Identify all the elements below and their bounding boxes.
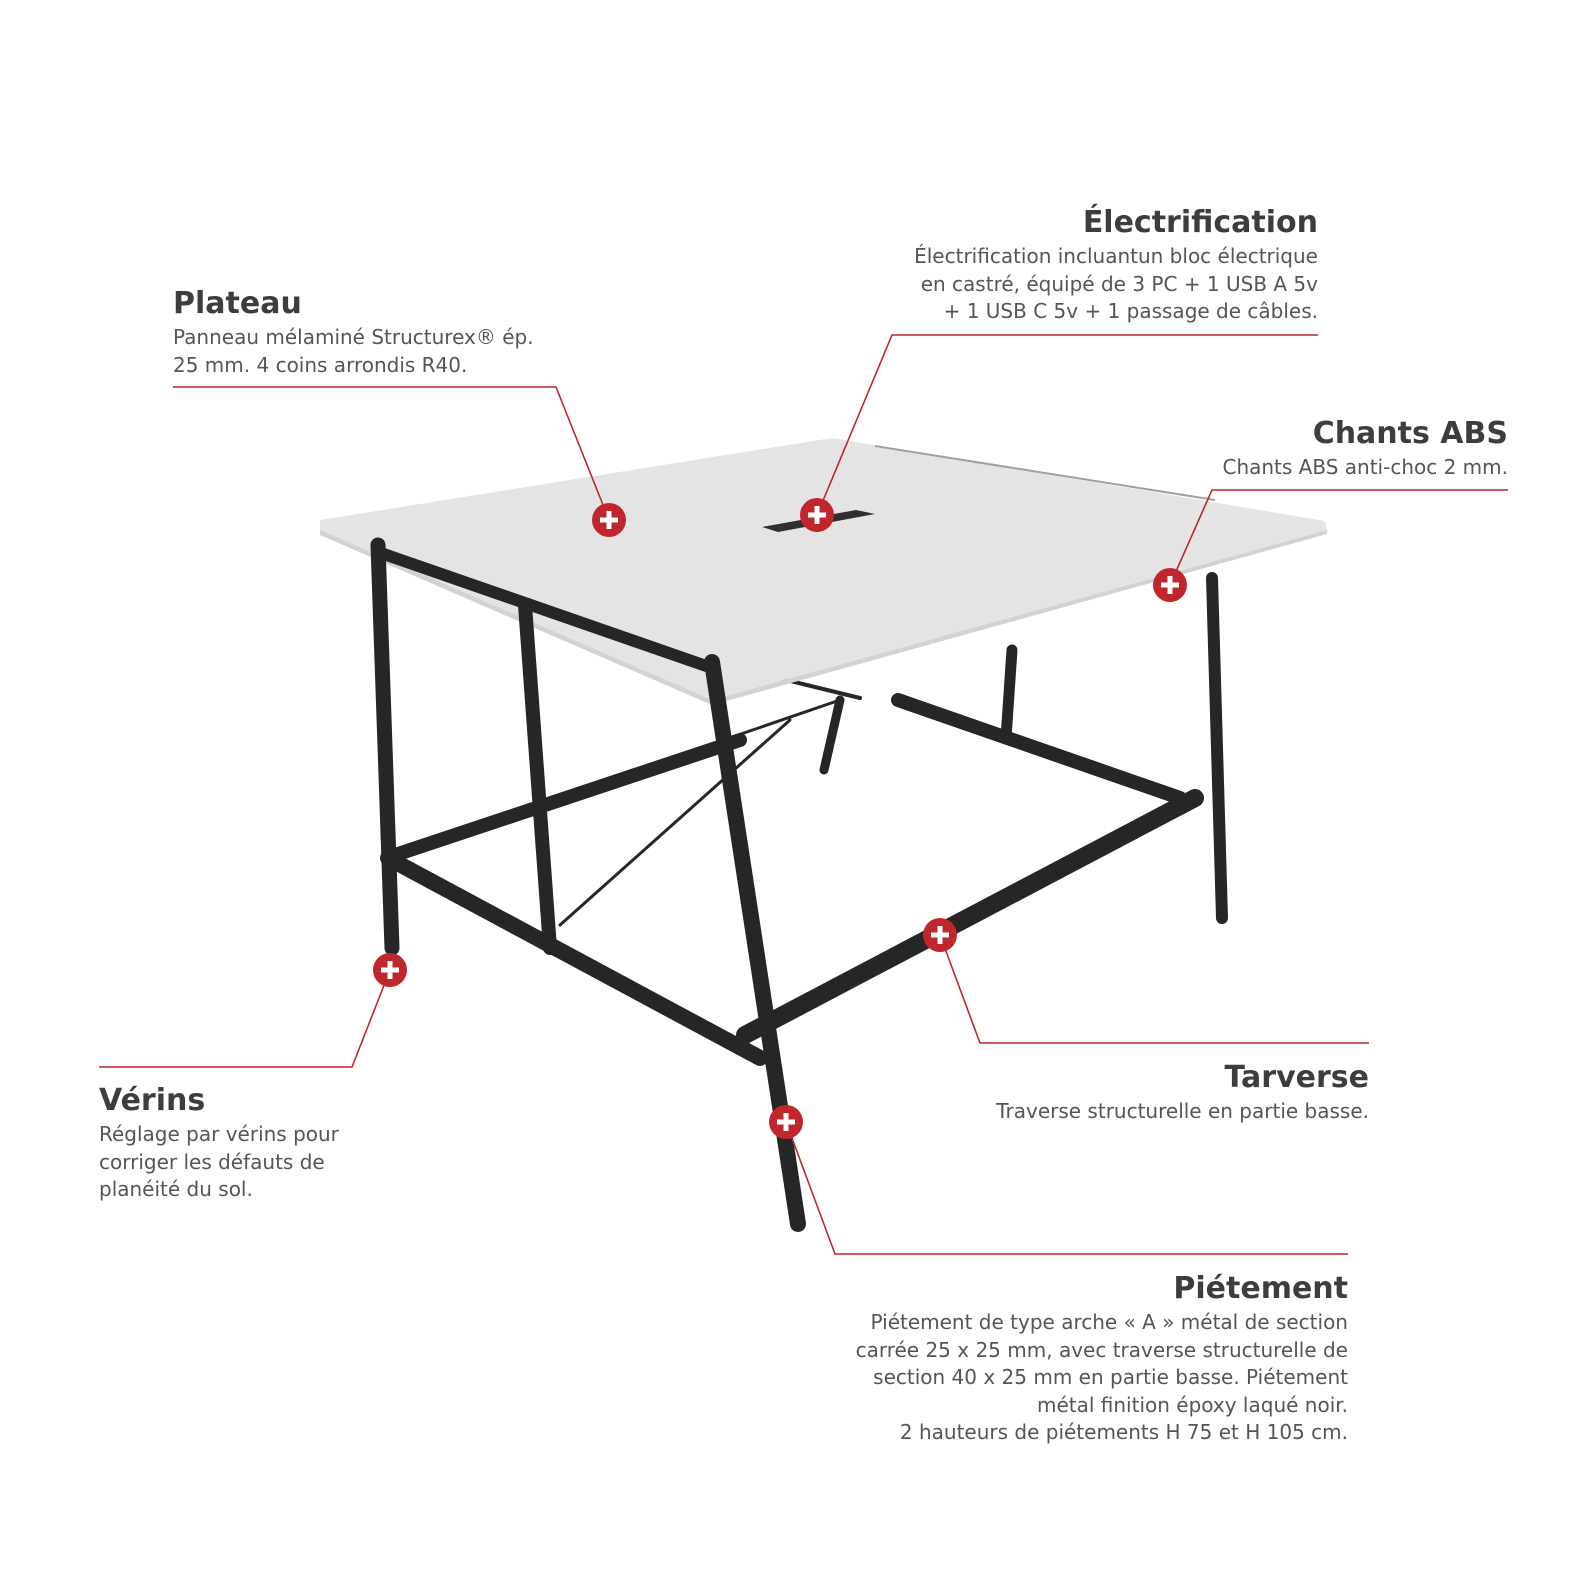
callout-title: Piétement xyxy=(1173,1271,1348,1306)
hotspot-chants[interactable] xyxy=(1153,568,1187,602)
callout-description: Électrification incluantun bloc électrique en castré, équipé de 3 PC + 1 USB A 5v + 1 USB C 5v + 1 passage de câbles. xyxy=(914,244,1318,323)
callout-title: Plateau xyxy=(173,286,302,321)
callout-plateau xyxy=(173,286,593,379)
hotspot-verins[interactable] xyxy=(373,953,407,987)
callout-title: Tarverse xyxy=(1224,1060,1369,1095)
callout-pietement xyxy=(768,1271,1348,1447)
callout-title: Chants ABS xyxy=(1312,416,1508,451)
hotspot-pietement[interactable] xyxy=(769,1105,803,1139)
callout-chants xyxy=(1108,416,1508,482)
callout-verins xyxy=(99,1083,429,1204)
callout-description: Panneau mélaminé Structurex® ép. 25 mm. 4 coins arrondis R40. xyxy=(173,325,534,377)
leader-line-traverse xyxy=(940,935,1369,1043)
callout-description: Réglage par vérins pour corriger les défauts de planéité du sol. xyxy=(99,1122,339,1201)
callout-title: Vérins xyxy=(99,1083,206,1118)
leader-line-verins xyxy=(99,970,390,1067)
callout-description: Traverse structurelle en partie basse. xyxy=(996,1099,1369,1123)
leader-line-pietement xyxy=(786,1122,1348,1254)
callout-title: Électrification xyxy=(1082,205,1318,240)
callout-description: Chants ABS anti-choc 2 mm. xyxy=(1222,455,1508,479)
callout-description: Piétement de type arche « A » métal de section carrée 25 x 25 mm, avec traverse structurelle de section 40 x 25 mm en partie basse. Piétement métal finition époxy laqué noir. 2 hauteurs de piétements H 75 et H 105 cm. xyxy=(855,1310,1348,1444)
hotspot-plateau[interactable] xyxy=(592,503,626,537)
hotspot-traverse[interactable] xyxy=(923,918,957,952)
callout-traverse xyxy=(919,1060,1369,1126)
hotspot-electrification[interactable] xyxy=(800,498,834,532)
callout-electrification xyxy=(818,205,1318,326)
